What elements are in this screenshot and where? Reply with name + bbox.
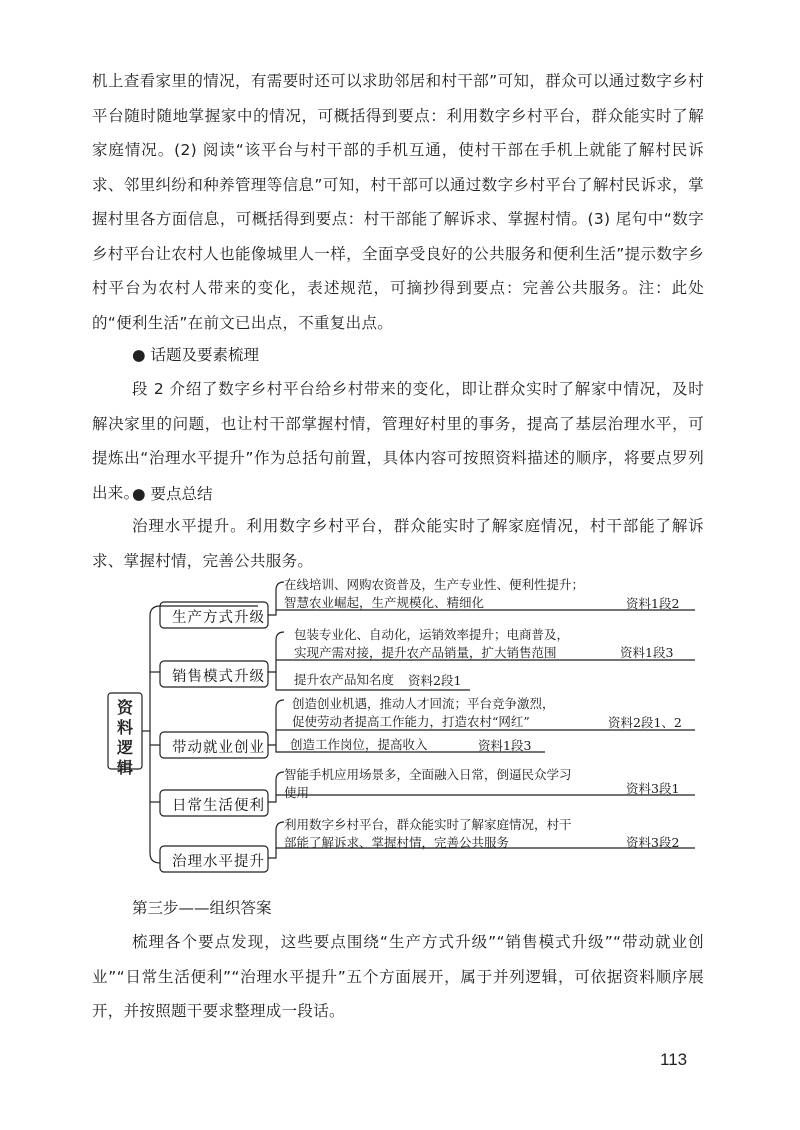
note-governance-line1: 利用数字乡村平台，群众能实时了解家庭情况，村干	[284, 817, 572, 832]
source-sales-b: 资料2段1	[408, 673, 462, 688]
source-sales-a: 资料1段3	[620, 645, 674, 660]
note-production-line1: 在线培训、网购农资普及，生产专业性、便利性提升；	[284, 577, 585, 592]
source-governance: 资料3段2	[626, 835, 680, 850]
note-sales-a-line1: 包装专业化、自动化，运销效率提升；电商普及，	[294, 627, 570, 642]
node-governance: 治理水平提升	[172, 854, 265, 870]
note-governance-line2: 部能了解诉求、掌握村情，完善公共服务	[284, 835, 510, 850]
step-three-heading: 第三步——组织答案	[132, 899, 272, 917]
section-bullet-summary: ● 要点总结	[132, 485, 213, 503]
page-number: 113	[660, 1050, 688, 1069]
section-bullet-topic: ● 话题及要素梳理	[132, 346, 259, 364]
source-production: 资料1段2	[626, 596, 680, 611]
source-employment-a: 资料2段1、2	[608, 715, 682, 730]
source-employment-b: 资料1段3	[478, 738, 532, 753]
note-daily-line1: 智能手机应用场景多，全面融入日常，倒逼民众学习	[284, 767, 572, 782]
source-daily: 资料3段1	[626, 781, 680, 796]
paragraph-organize-answer: 梳理各个要点发现，这些要点围绕“生产方式升级”“销售模式升级”“带动就业创业”“日常生活便利”“治理水平提升”五个方面展开，属于并列逻辑，可依据资料顺序展开，并按照题干要求整理成一段话。	[92, 933, 704, 1020]
node-daily-life: 日常生活便利	[172, 798, 265, 814]
paragraph-analysis-1: 机上查看家里的情况，有需要时还可以求助邻居和村干部”可知，群众可以通过数字乡村平台随时随地掌握家中的情况，可概括得到要点：利用数字乡村平台，群众能实时了解家庭情况。(2) 阅读“该平台与村干部的手机互通，使村干部在手机上就能了解村民诉求、邻里纠纷和种养管理等信息”可知，村干部可以通过数字乡村平台了解村民诉求，掌握村里各方面信息，可概括得到要点：村干部能了解诉求、掌握村情。(3) 尾句中“数字乡村平台让农村人也能像城里人一样，全面享受良好的公共服务和便利生活”提示数字乡村平台为农村人带来的变化，表述规范，可摘抄得到要点：完善公共服务。注：此处的“便利生活”在前文已出点，不重复出点。	[92, 72, 704, 332]
note-employment-a-line1: 创造创业机遇，推动人才回流；平台竞争激烈，	[292, 696, 555, 711]
note-employment-b-line1: 创造工作岗位，提高收入	[290, 737, 428, 752]
diagram-root-label: 资料逻辑	[116, 698, 133, 777]
paragraph-analysis-2: 段 2 介绍了数字乡村平台给乡村带来的变化，即让群众实时了解家中情况，及时解决家里的问题，也让村干部掌握村情，管理好村里的事务，提高了基层治理水平，可提炼出“治理水平提升”作为总括句前置，具体内容可按照资料描述的顺序，将要点罗列出来。	[92, 380, 704, 502]
node-production-upgrade: 生产方式升级	[172, 610, 265, 626]
note-daily-line2: 使用	[284, 785, 310, 800]
note-sales-a-line2: 实现产需对接，提升农产品销量，扩大销售范围	[294, 645, 557, 660]
node-sales-upgrade: 销售模式升级	[172, 669, 265, 685]
note-production-line2: 智慧农业崛起，生产规模化、精细化	[284, 595, 485, 610]
paragraph-summary: 治理水平提升。利用数字乡村平台，群众能实时了解家庭情况，村干部能了解诉求、掌握村情，完善公共服务。	[92, 517, 704, 570]
node-employment: 带动就业创业	[172, 740, 265, 756]
note-sales-b-line1: 提升农产品知名度	[294, 672, 395, 687]
note-employment-a-line2: 促使劳动者提高工作能力，打造农村“网红”	[292, 714, 530, 729]
